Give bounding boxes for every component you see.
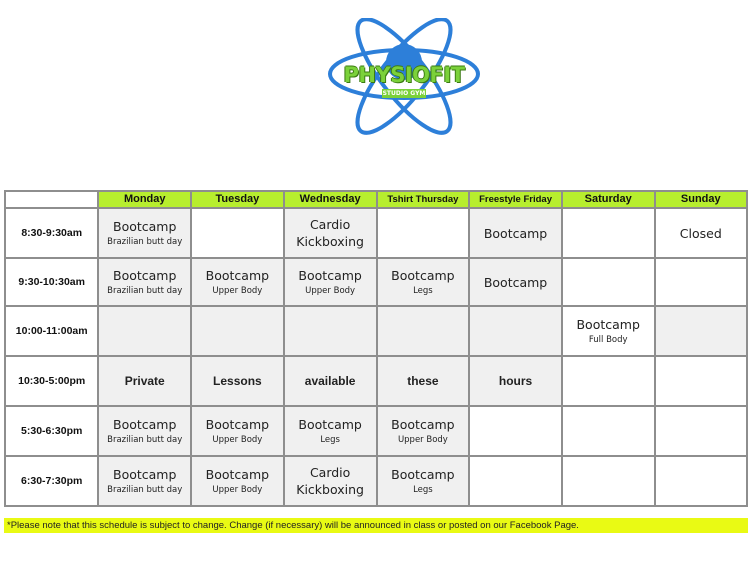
day-header: Sunday xyxy=(655,191,747,208)
class-cell xyxy=(377,258,470,306)
class-schedule-table xyxy=(4,190,748,507)
class-name: Bootcamp xyxy=(205,417,270,432)
time-slot-label: 5:30-6:30pm xyxy=(5,406,98,456)
class-name: Private xyxy=(124,373,165,388)
day-header: Saturday xyxy=(562,191,655,208)
class-name: Bootcamp xyxy=(391,268,455,283)
class-name: Bootcamp xyxy=(205,268,270,283)
class-cell xyxy=(655,406,747,456)
schedule-row xyxy=(5,208,747,258)
schedule-row xyxy=(5,406,747,456)
class-cell xyxy=(284,258,377,306)
class-name: available xyxy=(304,373,356,388)
class-focus: Brazilian butt day xyxy=(107,485,183,495)
class-cell xyxy=(284,208,377,258)
class-cell xyxy=(191,306,284,356)
class-cell xyxy=(562,258,655,306)
class-cell xyxy=(191,356,284,406)
class-cell xyxy=(655,258,747,306)
time-slot-label: 6:30-7:30pm xyxy=(5,456,98,506)
class-name: Cardio Kickboxing xyxy=(296,217,364,249)
class-cell xyxy=(191,406,284,456)
class-focus: Upper Body xyxy=(212,485,263,495)
class-cell xyxy=(562,456,655,506)
class-cell xyxy=(377,456,470,506)
time-slot-label: 9:30-10:30am xyxy=(5,258,98,306)
class-cell xyxy=(191,208,284,258)
class-name: Bootcamp xyxy=(113,219,177,234)
class-focus: Upper Body xyxy=(212,286,263,296)
class-cell xyxy=(377,208,470,258)
class-cell xyxy=(191,258,284,306)
class-cell xyxy=(98,356,191,406)
class-name: Bootcamp xyxy=(576,317,640,332)
class-name: Cardio Kickboxing xyxy=(296,465,364,497)
time-slot-label: 8:30-9:30am xyxy=(5,208,98,258)
class-cell xyxy=(655,208,747,258)
class-cell xyxy=(98,306,191,356)
class-cell xyxy=(98,208,191,258)
class-cell xyxy=(469,208,562,258)
class-cell xyxy=(377,406,470,456)
class-cell xyxy=(655,306,747,356)
class-focus: Upper Body xyxy=(397,435,448,445)
corner-cell xyxy=(5,191,98,208)
day-header: Wednesday xyxy=(284,191,377,208)
class-cell xyxy=(284,406,377,456)
time-slot-label: 10:00-11:00am xyxy=(5,306,98,356)
day-header: Freestyle Friday xyxy=(469,191,562,208)
class-focus: Legs xyxy=(413,485,433,495)
logo-title: PHYSIOFIT xyxy=(343,63,465,87)
class-cell xyxy=(469,456,562,506)
class-cell xyxy=(98,258,191,306)
class-focus: Brazilian butt day xyxy=(107,286,183,296)
physiofit-logo xyxy=(326,18,482,140)
class-name: hours xyxy=(498,373,533,388)
schedule-row xyxy=(5,356,747,406)
class-cell xyxy=(284,456,377,506)
class-focus: Brazilian butt day xyxy=(107,435,183,445)
class-name: Bootcamp xyxy=(113,467,177,482)
schedule-row xyxy=(5,258,747,306)
class-cell xyxy=(377,306,470,356)
day-header: Monday xyxy=(98,191,191,208)
class-cell xyxy=(284,306,377,356)
class-focus: Legs xyxy=(320,435,340,445)
class-focus: Brazilian butt day xyxy=(107,237,183,247)
schedule-row xyxy=(5,306,747,356)
class-focus: Upper Body xyxy=(305,286,356,296)
class-cell xyxy=(655,456,747,506)
class-focus: Full Body xyxy=(588,335,628,345)
class-cell xyxy=(562,208,655,258)
class-cell xyxy=(562,306,655,356)
class-cell xyxy=(377,356,470,406)
class-name: Bootcamp xyxy=(391,417,455,432)
class-focus: Upper Body xyxy=(212,435,263,445)
class-focus: Legs xyxy=(413,286,433,296)
class-cell xyxy=(469,258,562,306)
class-name: Bootcamp xyxy=(391,467,455,482)
class-name: these xyxy=(407,373,439,388)
class-name: Lessons xyxy=(213,373,262,388)
class-cell xyxy=(98,406,191,456)
class-cell xyxy=(191,456,284,506)
class-name: Closed xyxy=(679,225,722,241)
class-name: Bootcamp xyxy=(113,417,177,432)
header-row xyxy=(5,191,747,208)
day-header: Tshirt Thursday xyxy=(377,191,470,208)
class-name: Bootcamp xyxy=(483,225,548,241)
class-cell xyxy=(655,356,747,406)
class-name: Bootcamp xyxy=(483,274,548,290)
class-cell xyxy=(469,406,562,456)
class-name: Bootcamp xyxy=(298,417,362,432)
class-cell xyxy=(562,406,655,456)
time-slot-label: 10:30-5:00pm xyxy=(5,356,98,406)
class-cell xyxy=(98,456,191,506)
logo-subtitle: STUDIO GYM xyxy=(382,90,426,97)
class-cell xyxy=(562,356,655,406)
class-name: Bootcamp xyxy=(113,268,177,283)
class-cell xyxy=(469,356,562,406)
day-header: Tuesday xyxy=(191,191,284,208)
class-cell xyxy=(469,306,562,356)
schedule-note: *Please note that this schedule is subject to change. Change (if necessary) will be announced in class or posted on our Facebook Page. xyxy=(4,518,748,533)
class-cell xyxy=(284,356,377,406)
schedule-row xyxy=(5,456,747,506)
class-name: Bootcamp xyxy=(298,268,362,283)
class-name: Bootcamp xyxy=(205,467,270,482)
